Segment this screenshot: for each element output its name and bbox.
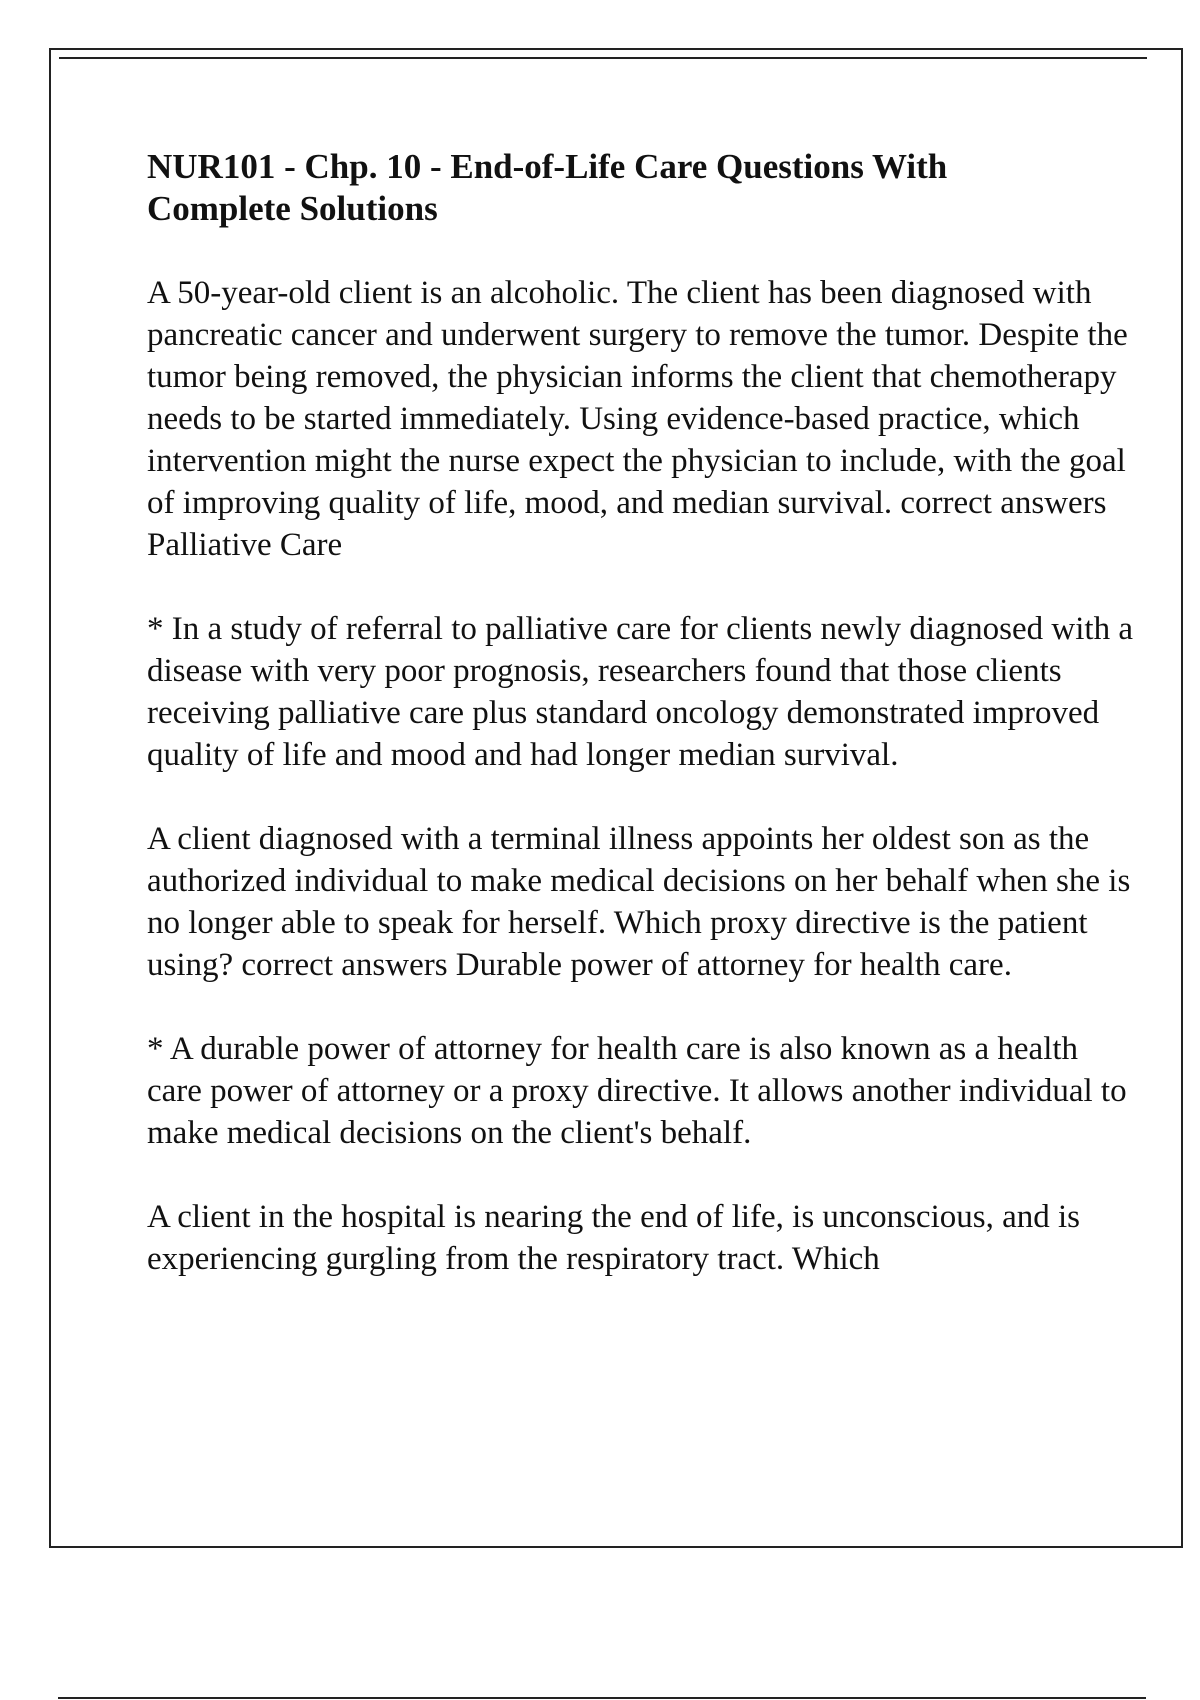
top-rule xyxy=(59,57,1147,59)
document-title: NUR101 - Chp. 10 - End-of-Life Care Questions With Complete Solutions xyxy=(147,147,948,228)
page-frame xyxy=(49,48,1183,1548)
question-2: A client diagnosed with a terminal illness appoints her oldest son as the authorized individual to make medical decisions on her behalf when she is no longer able to speak for herself. Which proxy directive is the patient using? correct answers Durable power of attorney for health care. xyxy=(147,821,1131,983)
question-1: A 50-year-old client is an alcoholic. The client has been diagnosed with pancreatic cancer and underwent surgery to remove the tumor. Despite the tumor being removed, the physician informs the client that chemotherapy needs to be started immediately. Using evidence-based practice, which intervention might the nurse expect the physician to include, with the goal of improving quality of life, mood, and median survival. correct answers Palliative Care xyxy=(147,275,1128,563)
document-body xyxy=(147,146,1137,1322)
question-3: A client in the hospital is nearing the end of life, is unconscious, and is experiencing gurgling from the respiratory tract. Which xyxy=(147,1199,1080,1277)
bottom-rule xyxy=(58,1697,1146,1699)
rationale-2: * A durable power of attorney for health care is also known as a health care power of attorney or a proxy directive. It allows another individual to make medical decisions on the client's behalf. xyxy=(147,1031,1127,1151)
rationale-1: * In a study of referral to palliative care for clients newly diagnosed with a disease with very poor prognosis, researchers found that those clients receiving palliative care plus standard oncology demonstrated improved quality of life and mood and had longer median survival. xyxy=(147,611,1133,773)
